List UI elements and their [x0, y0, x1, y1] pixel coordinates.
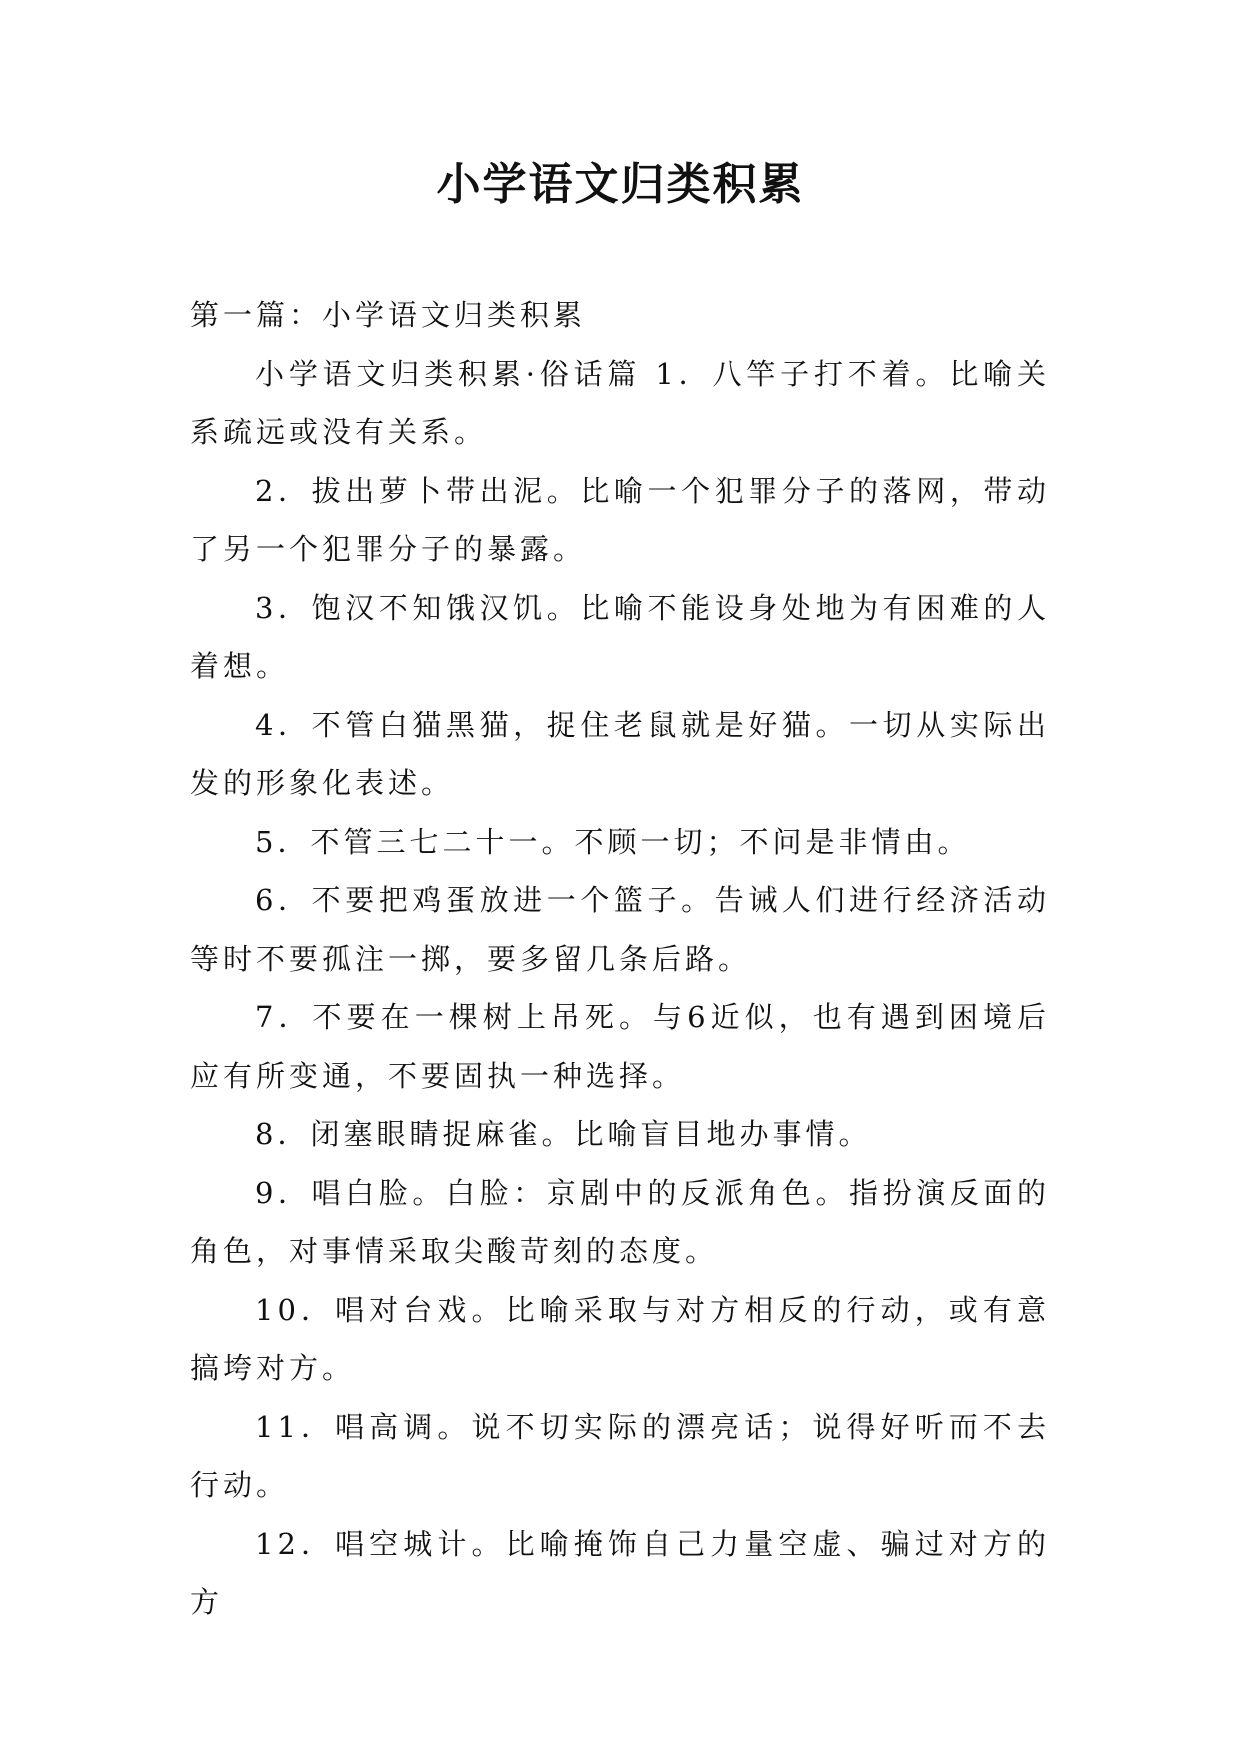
paragraph-item-3: 3．饱汉不知饿汉饥。比喻不能设身处地为有困难的人着想。: [190, 590, 1050, 683]
paragraph-intro: 小学语文归类积累·俗话篇 1．八竿子打不着。比喻关系疏远或没有关系。: [190, 356, 1050, 449]
paragraph-item-12: 12．唱空城计。比喻掩饰自己力量空虚、骗过对方的方: [190, 1526, 1050, 1619]
paragraph-item-10: 10．唱对台戏。比喻采取与对方相反的行动，或有意搞垮对方。: [190, 1292, 1050, 1385]
section-heading: 第一篇：小学语文归类积累: [190, 298, 587, 332]
document-body: [190, 286, 1050, 1632]
paragraph-item-5: 5．不管三七二十一。不顾一切；不问是非情由。: [255, 824, 971, 859]
paragraph-item-11: 11．唱高调。说不切实际的漂亮话；说得好听而不去行动。: [190, 1409, 1050, 1502]
paragraph-item-2: 2．拔出萝卜带出泥。比喻一个犯罪分子的落网，带动了另一个犯罪分子的暴露。: [190, 473, 1050, 566]
paragraph-item-7: 7．不要在一棵树上吊死。与6近似，也有遇到困境后应有所变通，不要固执一种选择。: [190, 1000, 1050, 1093]
paragraph-item-6: 6．不要把鸡蛋放进一个篮子。告诫人们进行经济活动等时不要孤注一掷，要多留几条后路。: [190, 883, 1050, 976]
paragraph-item-8: 8．闭塞眼睛捉麻雀。比喻盲目地办事情。: [255, 1117, 872, 1151]
paragraph-item-4: 4．不管白猫黑猫，捉住老鼠就是好猫。一切从实际出发的形象化表述。: [190, 707, 1050, 800]
document-title: 小学语文归类积累: [436, 159, 805, 210]
paragraph-item-9: 9．唱白脸。白脸：京剧中的反派角色。指扮演反面的角色，对事情采取尖酸苛刻的态度。: [190, 1175, 1050, 1268]
